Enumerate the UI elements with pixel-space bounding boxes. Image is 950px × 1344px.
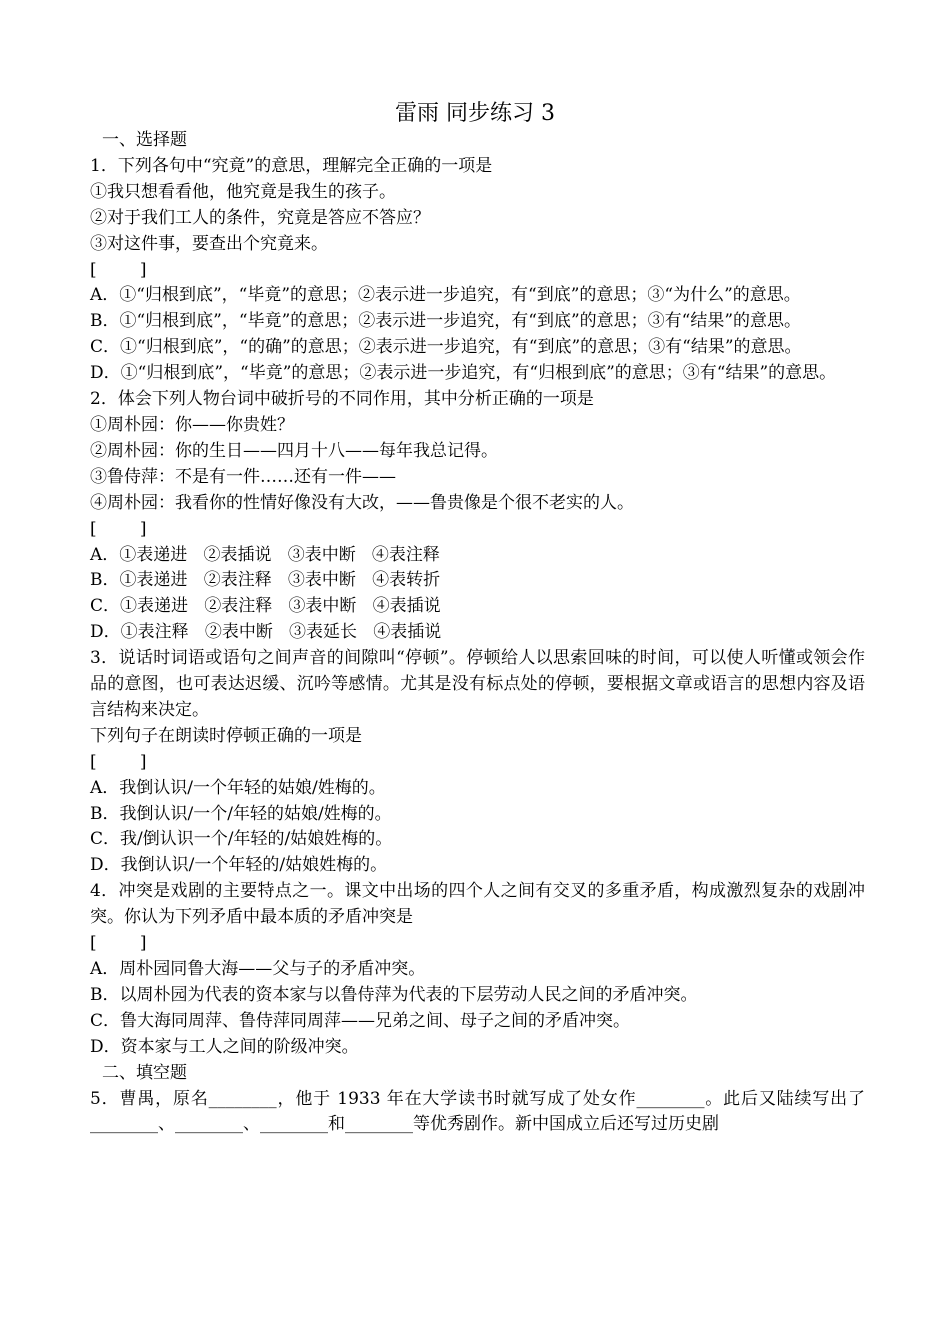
text-line: A．周朴园同鲁大海——父与子的矛盾冲突。	[90, 959, 426, 979]
text-line: C．①表递进 ②表注释 ③表中断 ④表插说	[90, 596, 441, 617]
text-line: ③鲁侍萍：不是有一件……还有一件——	[90, 466, 396, 487]
text-line: 下列句子在朗读时停顿正确的一项是	[90, 725, 362, 746]
text-line: A．①表递进 ②表插说 ③表中断 ④表注释	[90, 544, 440, 565]
text-line: C．我/倒认识一个/年轻的/姑娘姓梅的。	[90, 829, 393, 850]
text-line: D．①“归根到底”，“毕竟”的意思；②表示进一步追究，有“归根到底”的意思；③有“结果”的意思。	[90, 363, 837, 384]
text-line: C．①“归根到底”，“的确”的意思；②表示进一步追究，有“到底”的意思；③有“结果”的意思。	[90, 337, 802, 358]
text-line: ①周朴园：你——你贵姓？	[90, 414, 294, 435]
text-line: 1．下列各句中“究竟”的意思，理解完全正确的一项是	[90, 155, 493, 176]
text-line: A．①“归根到底”，“毕竟”的意思；②表示进一步追究，有“到底”的意思；③“为什么”的意思。	[90, 285, 801, 306]
text-line: ①我只想看看他，他究竟是我生的孩子。	[90, 181, 396, 202]
text-line: D．我倒认识/一个年轻的/姑娘姓梅的。	[90, 855, 388, 876]
text-line: ③对这件事，要查出个究竟来。	[90, 233, 328, 254]
text-line: B．我倒认识/一个/年轻的姑娘/姓梅的。	[90, 803, 392, 824]
text-line: B．以周朴园为代表的资本家与以鲁侍萍为代表的下层劳动人民之间的矛盾冲突。	[90, 984, 698, 1005]
text-line: [ ]	[90, 933, 147, 954]
text-line: 3．说话时词语或语句之间声音的间隙叫“停顿”。停顿给人以思索回味的时间，可以使人听懂或领会作品的意图，也可表达迟缓、沉吟等感情。尤其是没有标点处的停顿，要根据文章或语言的思想内容及语言结构来决定。	[90, 648, 865, 720]
text-line: B．①“归根到底”，“毕竟”的意思；②表示进一步追究，有“到底”的意思；③有“结果”的意思。	[90, 311, 802, 332]
text-line: ②周朴园：你的生日——四月十八——每年我总记得。	[90, 440, 498, 461]
text-line: C．鲁大海同周萍、鲁侍萍同周萍——兄弟之间、母子之间的矛盾冲突。	[90, 1010, 631, 1031]
section-heading: 二、填空题	[102, 1062, 187, 1083]
text-line: [ ]	[90, 751, 147, 772]
text-line: 4．冲突是戏剧的主要特点之一。课文中出场的四个人之间有交叉的多重矛盾，构成激烈复杂的戏剧冲突。你认为下列矛盾中最本质的矛盾冲突是	[90, 881, 865, 928]
page-title: 雷雨 同步练习 3	[395, 101, 555, 126]
text-line: 5．曹禺，原名________，他于 1933 年在大学读书时就写成了处女作________。此后又陆续写出了________、________、________和________等优秀剧作。新中国成立后还写过历史剧	[90, 1088, 865, 1135]
text-line: ④周朴园：我看你的性情好像没有大改，——鲁贵像是个很不老实的人。	[90, 492, 634, 513]
section-heading: 一、选择题	[102, 130, 187, 150]
text-line: D．①表注释 ②表中断 ③表延长 ④表插说	[90, 622, 442, 643]
text-line: ②对于我们工人的条件，究竟是答应不答应？	[90, 207, 430, 228]
text-line: A．我倒认识/一个年轻的姑娘/姓梅的。	[90, 777, 386, 798]
text-line: [ ]	[90, 518, 147, 539]
document-body	[90, 128, 865, 1138]
text-line: D．资本家与工人之间的阶级冲突。	[90, 1036, 359, 1057]
text-line: B．①表递进 ②表注释 ③表中断 ④表转折	[90, 570, 441, 591]
text-line: 2．体会下列人物台词中破折号的不同作用，其中分析正确的一项是	[90, 389, 594, 410]
text-line: [ ]	[90, 259, 147, 280]
